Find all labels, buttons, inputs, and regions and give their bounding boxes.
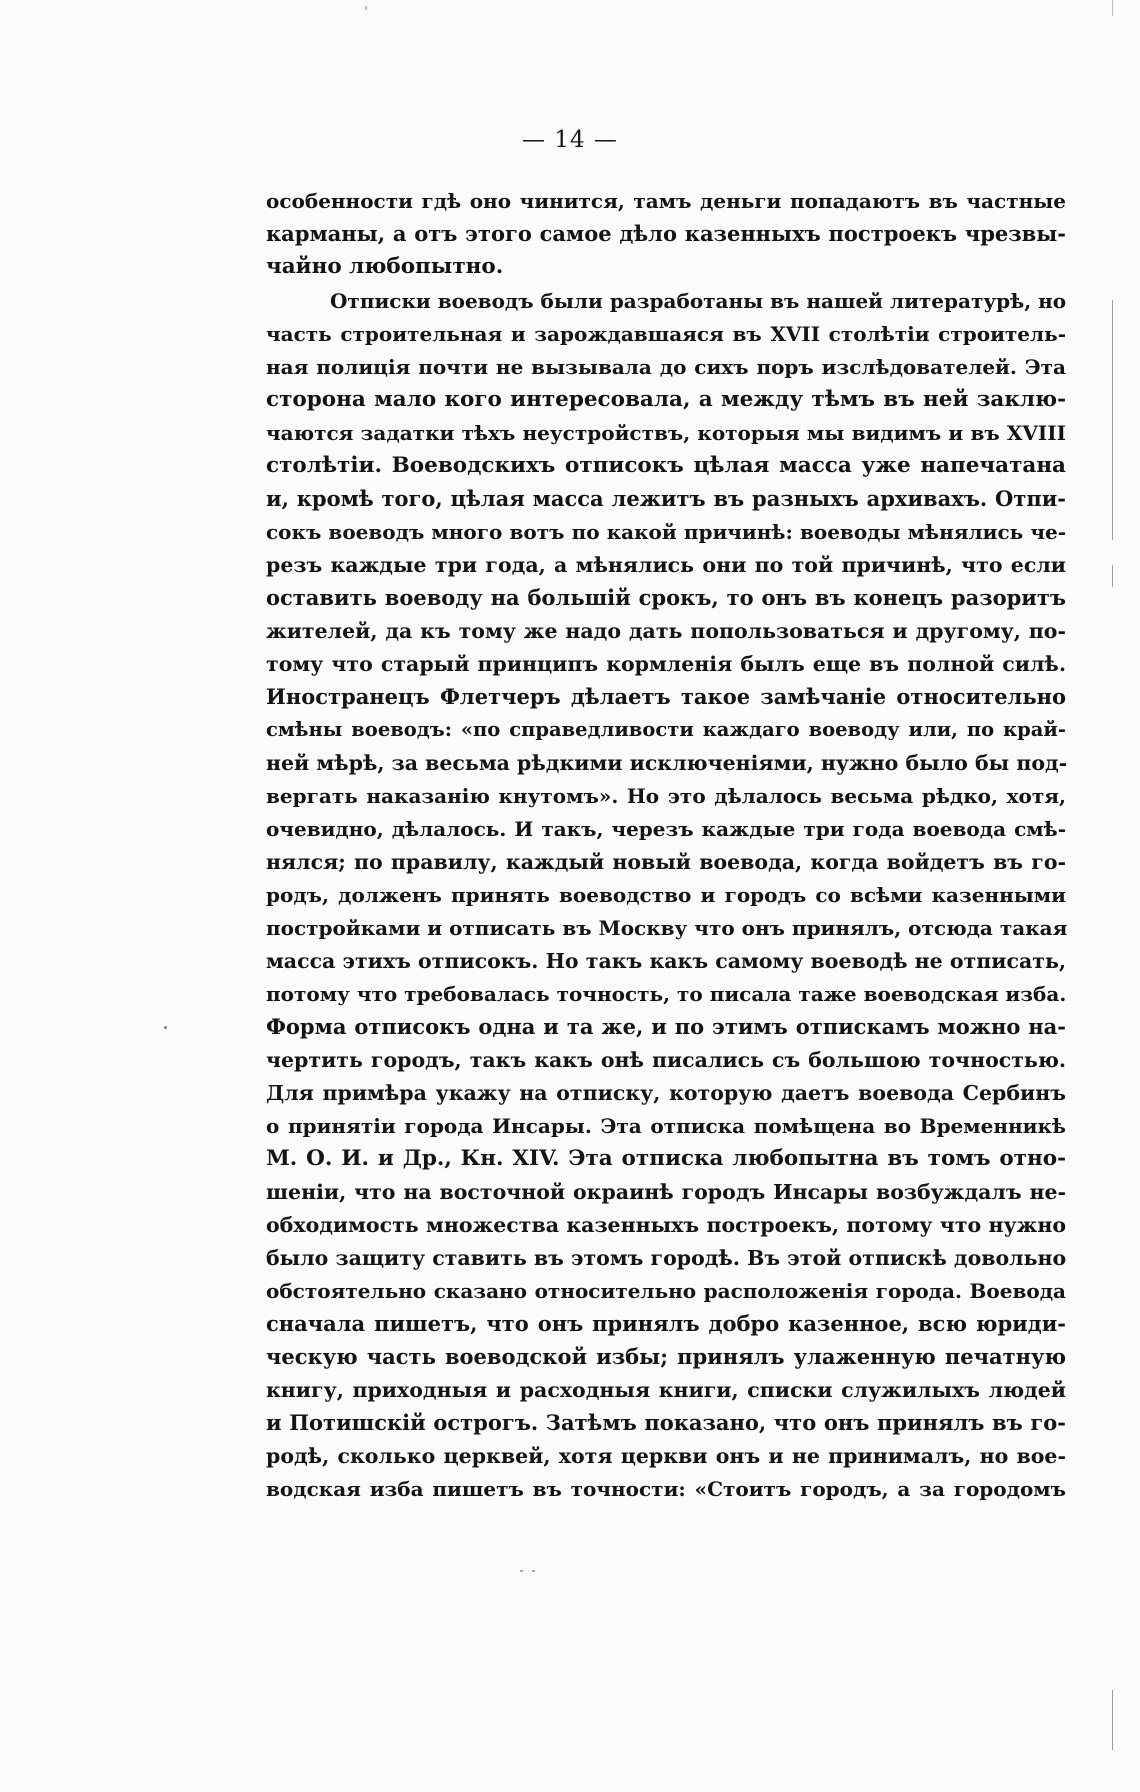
text-line: шеніи, что на восточной окраинѣ городъ Инсары возбуждалъ не- (266, 1180, 1066, 1204)
margin-rule (1112, 1690, 1113, 1750)
text-line: сокъ воеводъ много вотъ по какой причинѣ: воеводы мѣнялись че- (266, 520, 1066, 544)
text-line: ная полиція почти не вызывала до сихъ поръ изслѣдователей. Эта (266, 355, 1066, 379)
text-line: Отписки воеводъ были разработаны въ нашей литературѣ, но (330, 289, 1067, 313)
text-line: чаются задатки тѣхъ неустройствъ, которыя мы видимъ и въ XVIII (266, 421, 1066, 445)
text-line: тому что старый принципъ кормленія былъ еще въ полной силѣ. (266, 652, 1066, 676)
text-line: особенности гдѣ оно чинится, тамъ деньги попадаютъ въ частные (266, 189, 1066, 213)
text-line: обходимость множества казенныхъ построекъ, потому что нужно (266, 1213, 1066, 1237)
text-line: М. О. И. и Др., Кн. XIV. Эта отписка любопытна въ томъ отно- (266, 1146, 1066, 1171)
text-line: резъ каждые три года, а мѣнялись они по той причинѣ, что если (266, 553, 1066, 577)
text-line: чайно любопытно. (266, 254, 504, 279)
text-line: книгу, приходныя и расходныя книги, списки служилыхъ людей (266, 1378, 1066, 1402)
text-line: Форма отписокъ одна и та же, и по этимъ отпискамъ можно на- (266, 1014, 1066, 1039)
text-line: родѣ, сколько церквей, хотя церкви онъ и не принималъ, но вое- (266, 1444, 1066, 1468)
scan-speck (520, 1570, 523, 1572)
scan-speck (365, 6, 367, 10)
text-line: потому что требовалась точность, то писала таже воеводская изба. (266, 982, 1067, 1006)
text-line: Для примѣра укажу на отписку, которую даетъ воевода Сербинъ (266, 1081, 1066, 1105)
text-line: сторона мало кого интересовала, а между тѣмъ въ ней заклю- (266, 387, 1066, 412)
text-line: жителей, да къ тому же надо дать попользоваться и другому, по- (266, 619, 1066, 643)
text-line: чертить городъ, такъ какъ онѣ писались съ большою точностью. (266, 1048, 1066, 1072)
margin-rule (1112, 0, 1113, 16)
text-line: вергать наказанію кнутомъ». Но это дѣлалось весьма рѣдко, хотя, (266, 784, 1066, 808)
text-line: масса этихъ отписокъ. Но такъ какъ самому воеводѣ не отписать, (266, 949, 1066, 973)
margin-rule (1112, 300, 1113, 540)
text-line: постройками и отписать въ Москву что онъ принялъ, отсюда такая (266, 916, 1068, 940)
text-line: столѣтіи. Воеводскихъ отписокъ цѣлая масса уже напечатана (266, 453, 1066, 478)
scan-speck (164, 1026, 167, 1029)
text-line: оставить воеводу на большій срокъ, то онъ въ конецъ разоритъ (266, 585, 1066, 610)
text-line: родъ, долженъ принять воеводство и городъ со всѣми казенными (266, 883, 1066, 907)
text-line: карманы, а отъ этого самое дѣло казенныхъ построекъ чрезвы- (266, 221, 1066, 246)
text-line: очевидно, дѣлалось. И такъ, черезъ каждые три года воевода смѣ- (266, 817, 1066, 841)
text-line: и, кромѣ того, цѣлая масса лежитъ въ разныхъ архивахъ. Отпи- (266, 486, 1066, 511)
scan-speck (532, 1570, 535, 1572)
margin-rule (1112, 565, 1113, 587)
page-number: — 14 — (522, 127, 618, 153)
text-line: смѣны воеводъ: «по справедливости каждаго воеводу или, по край- (266, 718, 1066, 741)
text-line: обстоятельно сказано относительно расположенія города. Воевода (266, 1279, 1066, 1303)
text-line: Иностранецъ Флетчеръ дѣлаетъ такое замѣчаніе относительно (266, 684, 1066, 709)
text-line: сначала пишетъ, что онъ принялъ добро казенное, всю юриди- (266, 1311, 1066, 1336)
text-line: о принятіи города Инсары. Эта отписка помѣщена во Временникѣ (266, 1114, 1066, 1138)
text-line: было защиту ставить въ этомъ городѣ. Въ этой отпискѣ довольно (266, 1246, 1067, 1270)
text-line: водская изба пишетъ въ точности: «Стоитъ городъ, а за городомъ (266, 1477, 1066, 1501)
text-line: ческую часть воеводской избы; принялъ улаженную печатную (266, 1344, 1066, 1369)
text-line: нялся; по правилу, каждый новый воевода, когда войдетъ въ го- (266, 850, 1066, 874)
text-line: ней мѣрѣ, за весьма рѣдкими исключеніями, нужно было бы под- (266, 751, 1068, 775)
text-line: и Потишскій острогъ. Затѣмъ показано, что онъ принялъ въ го- (266, 1410, 1066, 1435)
text-line: часть строительная и зарождавшаяся въ XVII столѣтіи строитель- (266, 322, 1066, 346)
